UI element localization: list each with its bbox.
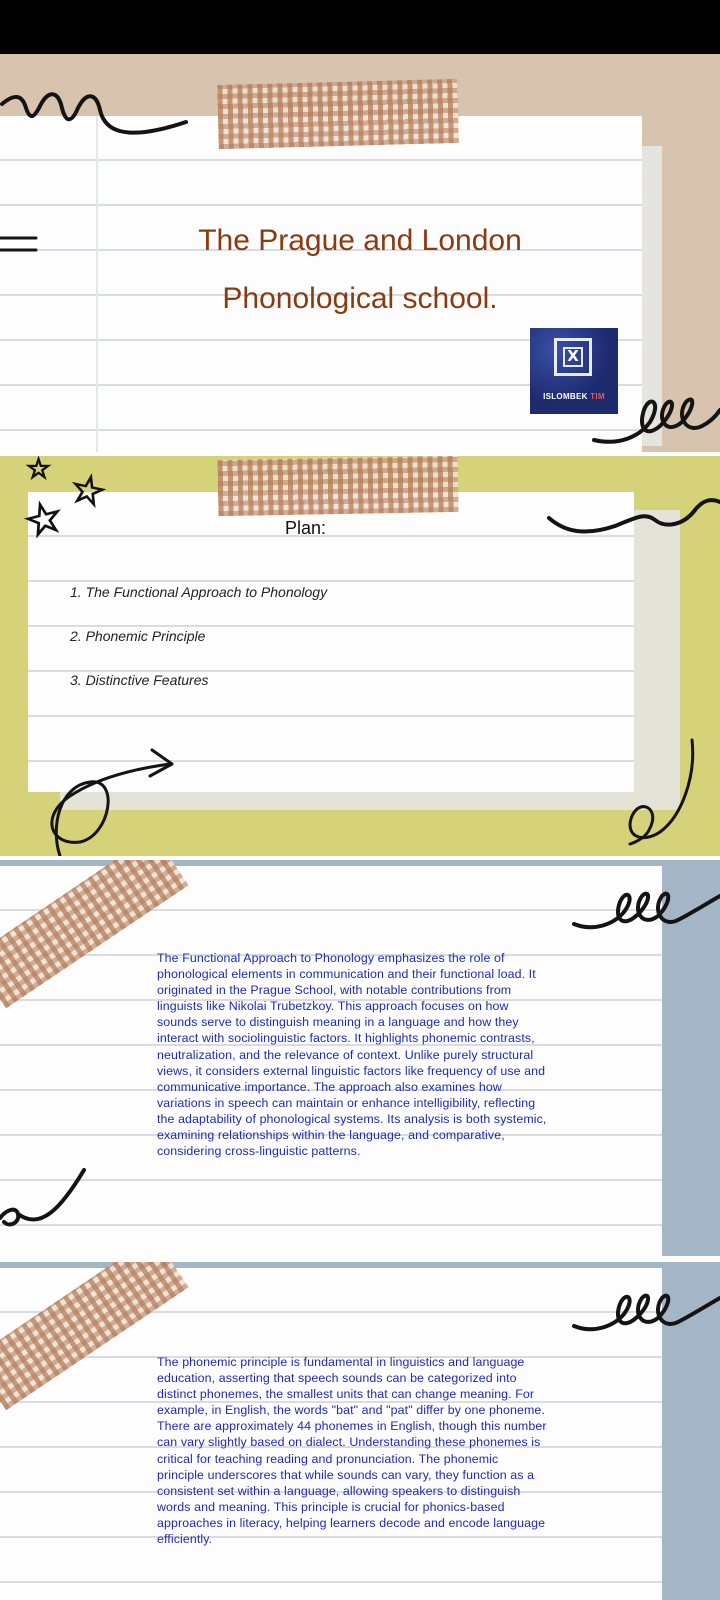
star-icon: ☆ xyxy=(26,456,52,485)
logo-name: ISLOMBEK xyxy=(543,392,588,401)
loop-scribble-icon xyxy=(570,874,720,934)
washi-tape xyxy=(217,79,459,149)
loop-scribble-icon xyxy=(570,1276,720,1336)
title-line-2: Phonological school. xyxy=(222,282,498,315)
wave-doodle-icon xyxy=(545,492,720,542)
star-icon: ☆ xyxy=(65,464,111,518)
star-icon: ☆ xyxy=(18,489,70,550)
loop-scribble-icon xyxy=(590,376,720,452)
curve-scribble-icon xyxy=(0,1160,90,1240)
islombek-logo-icon: X ISLOMBEK TIM xyxy=(530,328,618,414)
functional-approach-text: The Functional Approach to Phonology emphasizes the role of phonological elements in communication and their functional load. It originated in the Prague School, with notable contributions from linguists like Nikolai Trubetzkoy. This approach focuses on how sounds serve to distinguish meaning in a language and how they interact with sociolinguistic factors. It highlights phonemic contrasts, neutralization, and the relevance of context. Unlike purely structural views, it considers external linguistic factors like frequency of use and communicative importance. The approach also examines how variations in speech can maintain or enhance intelligibility, reflecting the adaptability of phonological systems. Its analysis is both systemic, examining relationships within the language, and comparative, considering cross-linguistic patterns. xyxy=(157,951,547,1159)
arrow-loop-icon xyxy=(20,746,190,856)
logo-accent: TIM xyxy=(590,392,605,401)
slide-plan xyxy=(0,456,720,856)
double-line-doodle-icon xyxy=(0,230,50,260)
hook-scribble-icon xyxy=(620,736,700,846)
loop-doodle-icon xyxy=(0,74,200,144)
plan-heading: Plan: xyxy=(285,518,327,538)
left-paper-strip xyxy=(0,116,30,452)
status-bar xyxy=(0,0,720,54)
title-line-1: The Prague and London xyxy=(198,224,522,257)
slide-phonemic-principle xyxy=(0,1262,720,1600)
plan-item-1: 1. The Functional Approach to Phonology xyxy=(70,584,328,600)
washi-tape xyxy=(218,456,459,516)
plan-item-3: 3. Distinctive Features xyxy=(70,672,209,688)
slide-title xyxy=(0,54,720,452)
slide-functional-approach xyxy=(0,860,720,1256)
phonemic-principle-text: The phonemic principle is fundamental in linguistics and language education, asserting that speech sounds can be categorized into distinct phonemes, the smallest units that can change meaning. For example, in English, the words "bat" and "pat" differ by one phoneme. There are approximately 44 phonemes in English, though this number can vary slightly based on dialect. Understanding these phonemes is critical for teaching reading and pronunciation. The phonemic principle underscores that while sounds can vary, they function as a consistent set within a language, allowing speakers to distinguish words and meaning. This principle is crucial for phonics-based approaches in literacy, helping learners decode and encode language efficiently. xyxy=(157,1355,547,1547)
plan-item-2: 2. Phonemic Principle xyxy=(70,628,206,644)
